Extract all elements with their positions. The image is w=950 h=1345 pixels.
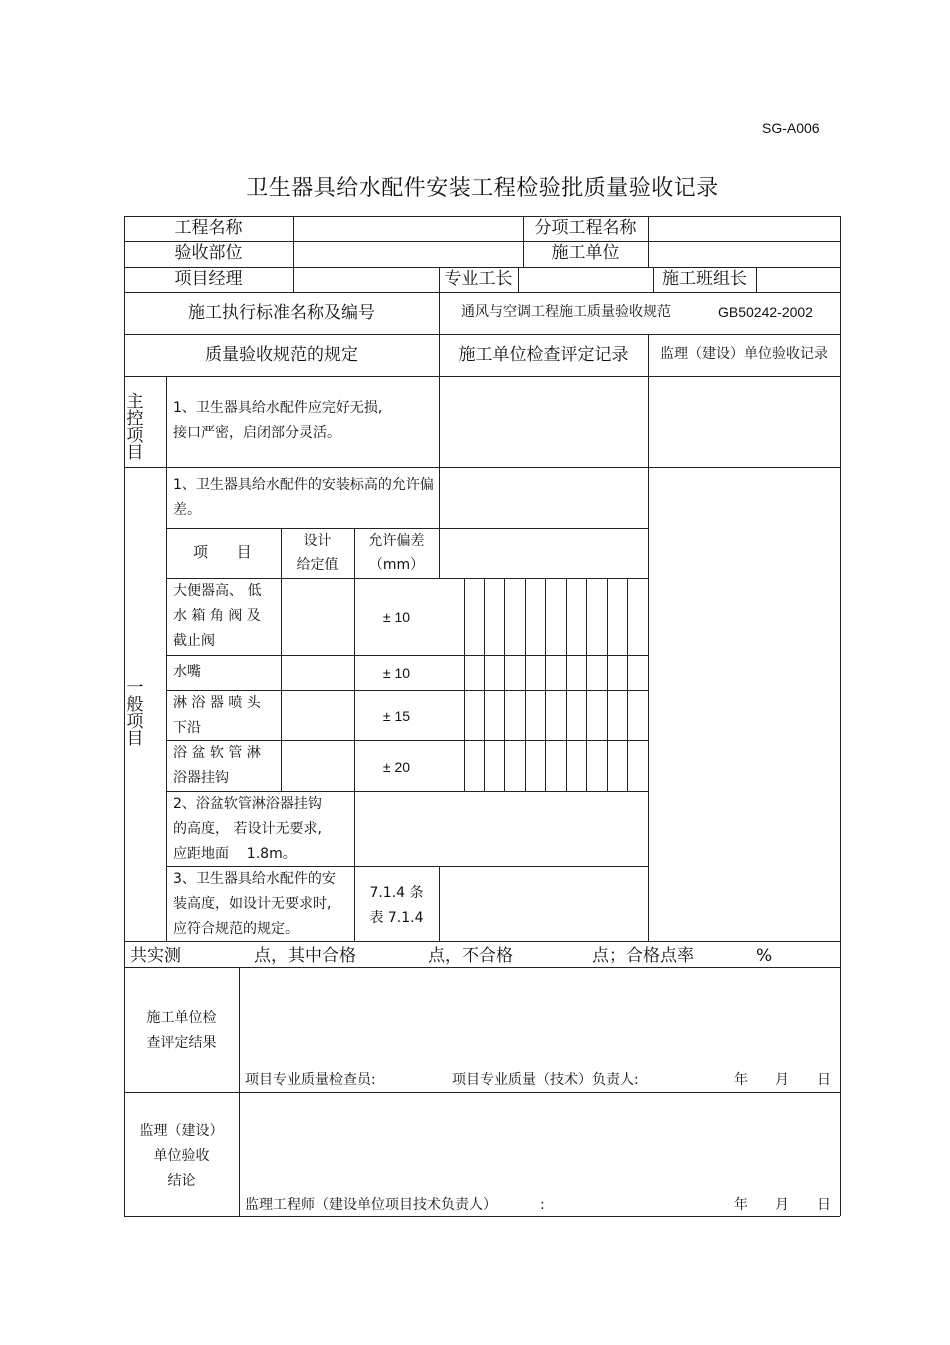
tolerance-value: ± 10 xyxy=(382,665,411,681)
design-value-header: 设计 给定值 xyxy=(296,533,339,573)
construction-result-label: 施工单位检 查评定结果 xyxy=(146,1010,217,1051)
supervision-result-label: 监理（建设） 单位验收 结论 xyxy=(139,1123,224,1189)
date-day-label: 日 xyxy=(817,1072,831,1088)
team-leader-label: 施工班组长 xyxy=(662,269,747,289)
acceptance-part-field[interactable] xyxy=(294,242,522,267)
summary-rate-label: 点；合格点率 xyxy=(592,946,694,966)
main-control-construction-record[interactable] xyxy=(440,377,647,466)
form-code: SG-A006 xyxy=(762,120,820,136)
general-item1: 1、卫生器具给水配件的安装标高的允许偏 差。 xyxy=(173,477,434,518)
table-row: 浴 盆 软 管 淋 浴器挂钩 xyxy=(173,745,261,786)
summary-percent: % xyxy=(756,946,773,966)
main-control-item1: 1、卫生器具给水配件应完好无损, 接口严密，启闭部分灵活。 xyxy=(173,400,383,441)
main-control-supervision-record[interactable] xyxy=(649,377,839,466)
standard-code: GB50242-2002 xyxy=(718,304,813,320)
tolerance-value: ± 20 xyxy=(382,759,411,775)
tolerance-value: ± 10 xyxy=(382,609,411,625)
main-control-label: 主 控 项 目 xyxy=(126,392,144,463)
standard-label: 施工执行标准名称及编号 xyxy=(188,303,375,323)
construction-unit-label: 施工单位 xyxy=(551,243,620,263)
summary-pass-label: 点，其中合格 xyxy=(254,946,356,966)
measure-column-divider xyxy=(607,578,608,791)
table-row: 大便器高、 低 水 箱 角 阀 及 截止阀 xyxy=(173,583,262,649)
summary-total-label: 共实测 xyxy=(130,946,181,966)
tolerance-value: ± 15 xyxy=(382,708,411,724)
page-title: 卫生器具给水配件安装工程检验批质量验收记录 xyxy=(246,176,719,201)
project-manager-label: 项目经理 xyxy=(174,269,243,289)
general-item3: 3、卫生器具给水配件的安 装高度，如设计无要求时, 应符合规范的规定。 xyxy=(173,871,336,937)
foreman-field[interactable] xyxy=(519,268,652,292)
project-name-field[interactable] xyxy=(294,217,522,241)
general-label: 一 般 项 目 xyxy=(126,678,144,749)
summary-fail-label: 点，不合格 xyxy=(428,946,513,966)
quality-responsible-label: 项目专业质量（技术）负责人: xyxy=(452,1072,639,1088)
team-leader-field[interactable] xyxy=(757,268,839,292)
supervision-check-header: 监理（建设）单位验收记录 xyxy=(660,346,828,362)
measure-column-divider xyxy=(525,578,526,791)
standard-name: 通风与空调工程施工质量验收规范 xyxy=(461,304,671,320)
measure-column-divider xyxy=(586,578,587,791)
quality-inspector-label: 项目专业质量检查员: xyxy=(245,1072,376,1088)
tolerance-header: 允许偏差 （mm） xyxy=(368,533,425,573)
date-year-label: 年 xyxy=(734,1197,748,1213)
project-name-label: 工程名称 xyxy=(174,218,243,238)
sub-project-field[interactable] xyxy=(649,217,839,241)
spec-column-header: 质量验收规范的规定 xyxy=(205,345,358,365)
construction-check-header: 施工单位检查评定记录 xyxy=(458,345,629,365)
date-year-label: 年 xyxy=(734,1072,748,1088)
supervision-colon: : xyxy=(540,1197,545,1213)
measure-column-divider xyxy=(484,578,485,791)
date-month-label: 月 xyxy=(775,1072,789,1088)
foreman-label: 专业工长 xyxy=(444,269,513,289)
measure-column-divider xyxy=(545,578,546,791)
supervision-engineer-label: 监理工程师（建设单位项目技术负责人） xyxy=(245,1197,497,1213)
supervision-result-field[interactable] xyxy=(240,1093,839,1193)
item3-reference: 7.1.4 条 表 7.1.4 xyxy=(369,885,424,926)
construction-unit-field[interactable] xyxy=(649,242,839,267)
table-row: 淋 浴 器 喷 头 下沿 xyxy=(173,695,261,736)
construction-result-field[interactable] xyxy=(240,968,839,1068)
sub-project-label: 分项工程名称 xyxy=(534,218,637,238)
acceptance-part-label: 验收部位 xyxy=(174,243,243,263)
item-column-header: 项 目 xyxy=(193,543,252,561)
date-day-label: 日 xyxy=(817,1197,831,1213)
measure-column-divider xyxy=(566,578,567,791)
general-supervision-record[interactable] xyxy=(649,468,839,940)
project-manager-field[interactable] xyxy=(294,268,438,292)
general-item2: 2、浴盆软管淋浴器挂钩 的高度， 若设计无要求, 应距地面 1.8m。 xyxy=(173,796,322,862)
measure-column-divider xyxy=(627,578,628,791)
date-month-label: 月 xyxy=(775,1197,789,1213)
measure-column-divider xyxy=(464,578,465,791)
measure-column-divider xyxy=(504,578,505,791)
table-row: 水嘴 xyxy=(173,664,201,680)
